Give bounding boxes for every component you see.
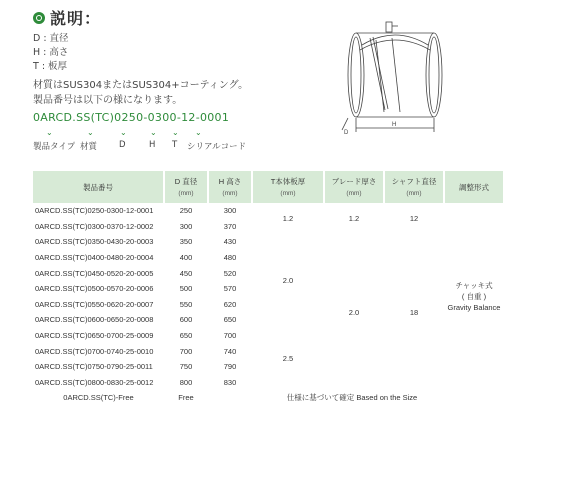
header-height: H 高さ (mm) [208,171,252,203]
thickness-group-2: 2.0 [282,276,294,286]
product-table [33,171,505,406]
segment-material: 材質 [80,142,98,152]
section-heading [33,6,101,29]
segment-product-type: 製品タイプ [33,142,76,152]
damper-drawing [340,10,450,135]
legend-h: H : 高さ [33,47,69,58]
legend-d: D : 直径 [33,33,69,44]
header-diameter: D 直径 (mm) [164,171,208,203]
table-row: 0ARCD.SS(TC)0350-0430-20-0003 350 430 2.0 2.0 18 [33,234,504,250]
free-note: 仕様に基づいて確定 Based on the Size [286,393,418,403]
table-row: 0ARCD.SS(TC)0700-0740-25-0010 700 740 [35,346,237,356]
segment-h: H [149,140,156,150]
heading-text: 説明： [50,9,102,28]
table-row: 0ARCD.SS(TC)0450-0520-20-0005 450 520 [35,268,237,278]
table-header-row [33,171,504,203]
chevron-down-icon: ⌄ [150,128,157,137]
thickness-group-3: 2.5 [282,354,294,364]
radio-bullet-icon [33,12,45,24]
table-row: 0ARCD.SS(TC)0600-0650-20-0008 600 650 [35,315,237,325]
table-row: 0ARCD.SS(TC)0400-0480-20-0004 400 480 [35,253,237,263]
drawing-label-d: D [344,130,349,135]
chevron-down-icon: ⌄ [120,128,127,137]
thickness-group-1: 1.2 [282,214,294,224]
header-product-number: 製品番号 [33,171,164,203]
free-d: Free [178,393,194,403]
blade-group-1: 1.2 [348,214,360,224]
table-row: 0ARCD.SS(TC)0500-0570-20-0006 500 570 [35,284,237,294]
legend-t: T : 板厚 [33,61,68,72]
material-note: 材質はSUS304またはSUS304+コーティング。 [33,80,249,91]
header-blade: ブレード厚さ (mm) [324,171,384,203]
shaft-group-2: 18 [409,307,419,317]
segment-d: D [119,140,126,150]
blade-group-2: 2.0 [348,307,360,317]
table-row: 0ARCD.SS(TC)0250-0300-12-0001 250 300 1.2 1.2 12 チャッキ式 ( 自重 ) Gravity Balance [33,203,504,219]
free-code: 0ARCD.SS(TC)-Free [63,393,134,403]
numbering-note: 製品番号は以下の様になります。 [33,95,183,106]
drawing-label-h: H [392,122,397,128]
segment-t: T [172,140,178,150]
legend [33,32,69,74]
chevron-down-icon: ⌄ [46,128,53,137]
table-row: 0ARCD.SS(TC)0650-0700-25-0009 650 700 2.5 [33,328,504,344]
code-example: 0ARCD.SS(TC)0250-0300-12-0001 [33,111,230,124]
table-row: 0ARCD.SS(TC)0750-0790-25-0011 750 790 [35,362,237,372]
table-row: 0ARCD.SS(TC)0300-0370-12-0002 300 370 [35,221,237,231]
header-adjust: 調整形式 [444,171,504,203]
shaft-group-1: 12 [409,214,419,224]
header-shaft: シャフト直径 (mm) [384,171,444,203]
chevron-down-icon: ⌄ [87,128,94,137]
header-thickness: T本体板厚 (mm) [252,171,324,203]
chevron-down-icon: ⌄ [172,128,179,137]
table-row: 0ARCD.SS(TC)0550-0620-20-0007 550 620 [35,299,237,309]
chevron-down-icon: ⌄ [195,128,202,137]
segment-serial-code: シリアルコード [187,142,247,152]
table-row-free [33,390,504,406]
table-row: 0ARCD.SS(TC)0800-0830-25-0012 800 830 [35,377,237,387]
adjust-type-cell: チャッキ式 ( 自重 ) Gravity Balance [447,281,501,313]
